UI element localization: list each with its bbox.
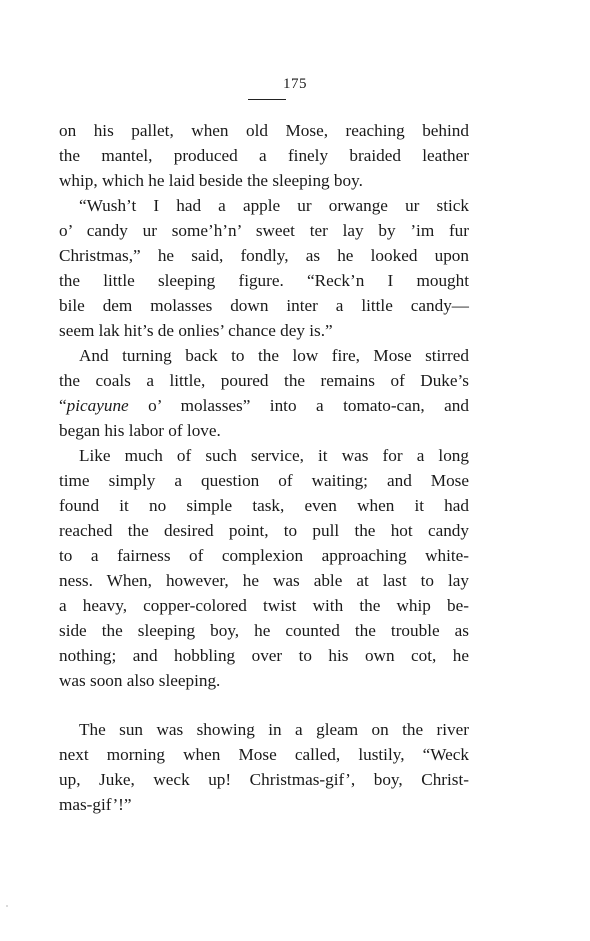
text-line: on his pallet, when old Mose, reaching behind [59, 121, 469, 140]
text-line: And turning back to the low fire, Mose stirred [79, 346, 469, 365]
text-line: began his labor of love. [59, 421, 221, 440]
text-line: nothing; and hobbling over to his own cot, he [59, 646, 469, 665]
text-line: to a fairness of complexion approaching white- [59, 546, 469, 565]
page-number: 175 [283, 76, 307, 92]
line-remainder: o’ molasses” into a tomato-can, and [128, 396, 469, 415]
closing-paragraph [59, 717, 469, 817]
text-line: o’ candy ur some’h’n’ sweet ter lay by ’im fur [59, 221, 469, 240]
text-line: the coals a little, poured the remains of Duke’s [59, 371, 469, 390]
paper-speck [6, 905, 8, 907]
text-line-with-italic [59, 393, 469, 418]
text-line: mas-gif’!” [59, 795, 132, 814]
text-line: a heavy, copper-colored twist with the whip be- [59, 596, 469, 615]
text-line: next morning when Mose called, lustily, “Weck [59, 745, 469, 764]
text-line: The sun was showing in a gleam on the river [79, 720, 469, 739]
text-line: “Wush’t I had a apple ur orwange ur stick [79, 196, 469, 215]
text-line: time simply a question of waiting; and Mose [59, 471, 469, 490]
text-line: the little sleeping figure. “Reck’n I mought [59, 271, 469, 290]
text-line: was soon also sleeping. [59, 671, 221, 690]
text-line: found it no simple task, even when it had [59, 496, 469, 515]
text-line: bile dem molasses down inter a little candy— [59, 296, 469, 315]
open-quote: “ [59, 396, 67, 415]
text-line: side the sleeping boy, he counted the trouble as [59, 621, 469, 640]
text-line: Christmas,” he said, fondly, as he looked upon [59, 246, 469, 265]
text-line: up, Juke, weck up! Christmas-gif’, boy, Christ- [59, 770, 469, 789]
main-text-block [59, 118, 469, 693]
text-line: seem lak hit’s de onlies’ chance dey is.” [59, 321, 333, 340]
text-line: reached the desired point, to pull the hot candy [59, 521, 469, 540]
italic-word-picayune: picayune [66, 396, 129, 415]
text-line: whip, which he laid beside the sleeping boy. [59, 171, 363, 190]
text-line: Like much of such service, it was for a long [79, 446, 469, 465]
text-line: ness. When, however, he was able at last to lay [59, 571, 469, 590]
text-line: the mantel, produced a finely braided leather [59, 146, 469, 165]
page-number-rule [248, 99, 286, 100]
